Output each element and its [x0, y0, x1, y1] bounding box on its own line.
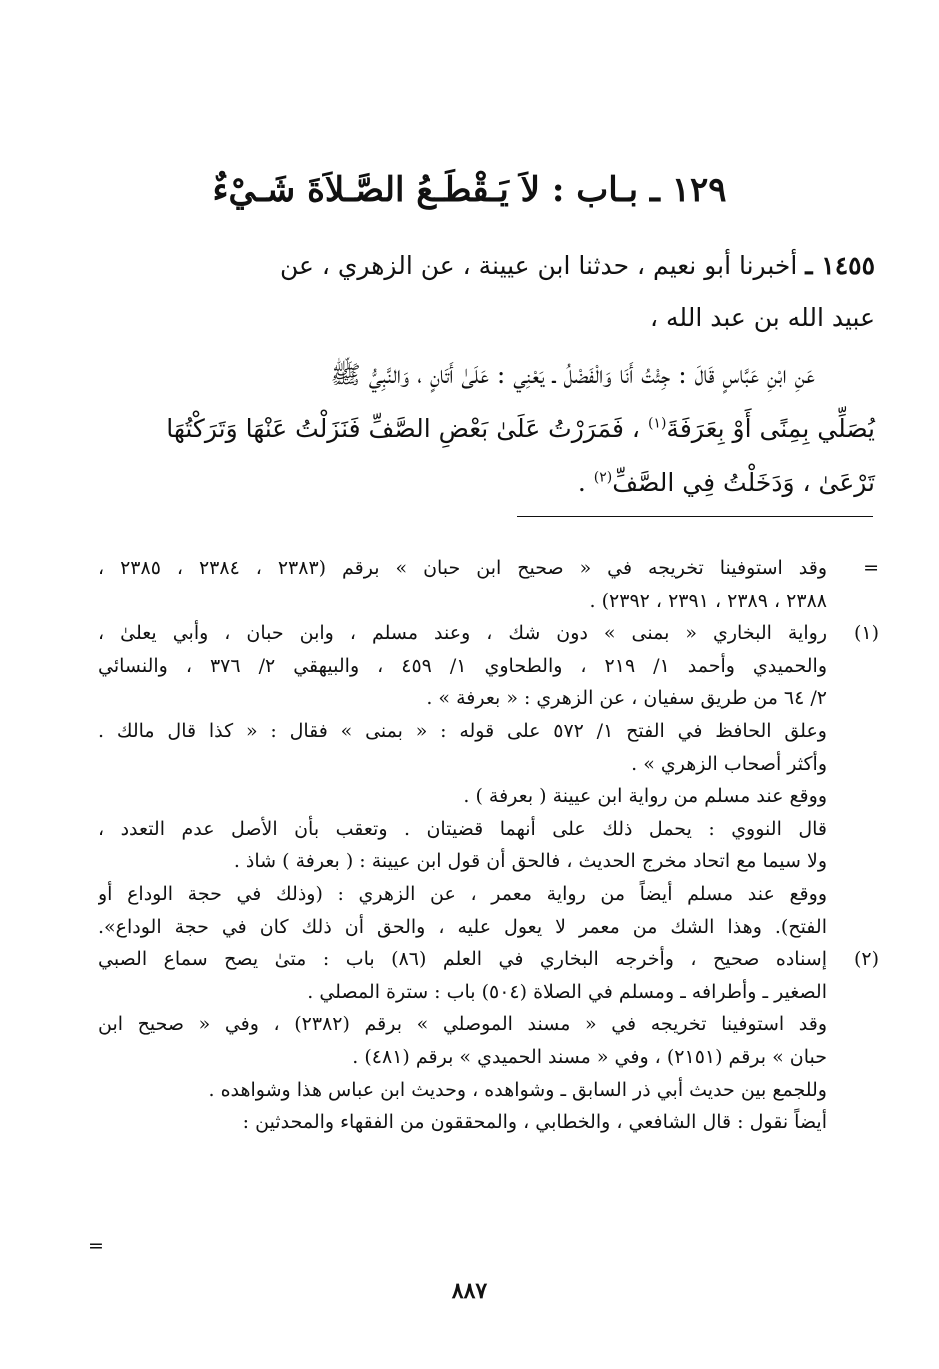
matn-line-3-end: .: [577, 468, 594, 497]
footnote-ref-1: (١): [647, 415, 667, 432]
footnote-line: ٢/ ٦٤ من طريق سفيان ، عن الزهري : « بعرفة » .: [426, 687, 827, 710]
footnote-line: وقد استوفينا تخريجه في « صحيح ابن حبان » برقم (٢٣٨٣ ، ٢٣٨٤ ، ٢٣٨٥ ،: [98, 557, 827, 579]
chapter-title: ١٢٩ ـ بـاب : لاَ يَـقْطَـعُ الصَّـلاَةَ شَـيْءٌ: [212, 170, 727, 210]
footnote-line: وقد استوفينا تخريجه في « مسند الموصلي » برقم (٢٣٨٢) ، وفي « صحيح ابن: [98, 1013, 827, 1036]
footnote-continued: [98, 552, 879, 617]
footnote-line: وللجمع بين حديث أبي ذر السابق ـ وشواهده ، وحديث ابن عباس هذا وشواهده .: [208, 1078, 827, 1101]
footnote-line: وعلق الحافظ في الفتح ١/ ٥٧٢ على قوله : « بمنى » فقال : « كذا قال مالك .: [98, 719, 827, 742]
footnote-line: إسناده صحيح ، وأخرجه البخاري في العلم (٨٦) باب : متىٰ يصح سماع الصبي: [98, 948, 827, 971]
footnotes: [98, 552, 879, 1139]
matn-line-2-end: ، فَمَرَرْتُ عَلَىٰ بَعْضِ الصَّفِّ فَنَزَلْتُ عَنْهَا وَتَرَكْتُهَا: [166, 414, 648, 443]
footnote-line: ٢٣٨٨ ، ٢٣٨٩ ، ٢٣٩١ ، ٢٣٩٢) .: [589, 589, 827, 612]
footnote-line: ووقع عند مسلم من رواية ابن عيينة ( بعرفة ) .: [463, 785, 827, 808]
isnad-text-1: أخبرنا أبو نعيم ، حدثنا ابن عيينة ، عن الزهري ، عن: [279, 251, 798, 280]
footnote-line: رواية البخاري « بمنى » دون شك ، وعند مسلم ، وابن حبان ، وأبي يعلىٰ ،: [98, 622, 827, 645]
footnote-line: حبان » برقم (٢١٥١) ، وفي « مسند الحميدي » برقم (٤٨١) .: [352, 1045, 827, 1068]
footnote-1-body: [98, 617, 827, 943]
hadith-number: ١٤٥٥ ـ: [805, 251, 875, 280]
footnote-continued-marker: =: [863, 557, 879, 579]
matn-line-1: عَنِ ابْنِ عَبَّاسٍ قَالَ : جِئْتُ أَنَا وَالْفَضْلُ ـ يَعْنِي : عَلَىٰ أَتَانٍ ، وَالنَّبِيُّ ﷺ: [330, 360, 815, 389]
matn-line-3-start: تَرْعَىٰ ، وَدَخَلْتُ فِي الصَّفِّ: [612, 468, 875, 497]
footnote-line: ولا سيما مع اتحاد مخرج الحديث ، فالحق أن قول ابن عيينة : ( بعرفة ) شاذ .: [233, 850, 827, 873]
hadith-isnad: [98, 240, 875, 344]
footnote-line: ووقع عند مسلم أيضاً من رواية معمر ، عن الزهري : (وذلك في حجة الوداع أو: [98, 882, 827, 905]
matn-line-2: [98, 402, 875, 456]
footnote-line: والحميدي وأحمد ١/ ٢١٩ ، والطحاوي ١/ ٤٥٩ ، والبيهقي ٢/ ٣٧٦ ، والنسائي: [98, 654, 827, 677]
footnote-1-marker: (١): [853, 622, 879, 645]
footnote-line: الفتح). وهذا الشك من معمر لا يعول عليه ، والحق أن ذلك كان في حجة الوداع».: [98, 915, 827, 938]
footnote-continued-body: [98, 552, 827, 617]
isnad-line-2: عبيد الله بن عبد الله ،: [650, 303, 875, 332]
hadith-matn: [98, 348, 875, 510]
footnote-line: وأكثر أصحاب الزهري » .: [631, 752, 827, 775]
footnote-continues-marker: =: [88, 1235, 104, 1257]
page-number: ٨٨٧: [451, 1278, 488, 1304]
footnote-2: [98, 943, 879, 1139]
footnote-line: الصغير ـ وأطرافه ـ ومسلم في الصلاة (٥٠٤) باب : سترة المصلي .: [307, 980, 827, 1003]
footnote-line: قال النووي : يحمل ذلك على أنهما قضيتان . وتعقب بأن الأصل عدم التعدد ،: [98, 817, 827, 840]
footnote-2-body: [98, 943, 827, 1139]
footnote-ref-2: (٢): [593, 469, 613, 486]
footnote-line: أيضاً نقول : قال الشافعي ، والخطابي ، والمحققون من الفقهاء والمحدثين :: [242, 1111, 827, 1134]
isnad-line-1: [98, 240, 875, 292]
matn-line-3: [98, 456, 875, 510]
footnote-2-marker: (٢): [853, 948, 879, 971]
footnote-1: [98, 617, 879, 943]
matn-line-2-start: يُصَلِّي بِمِنًى أَوْ بِعَرَفَةَ: [666, 414, 875, 443]
footnote-separator: [517, 516, 873, 517]
